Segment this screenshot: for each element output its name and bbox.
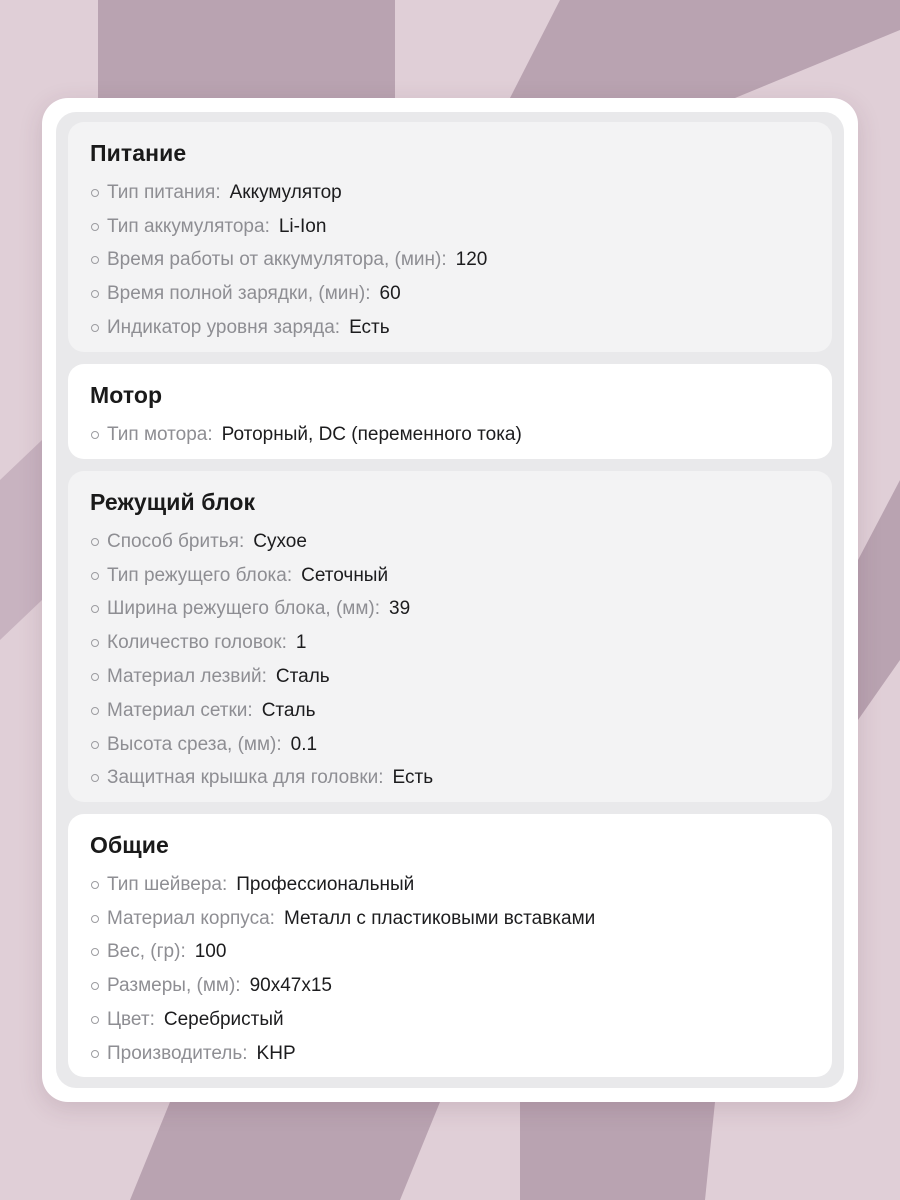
bullet-icon <box>91 290 99 298</box>
bullet-icon <box>91 1016 99 1024</box>
spec-value: Сеточный <box>301 564 389 586</box>
spec-label: Время работы от аккумулятора, (мин) <box>107 249 442 271</box>
spec-value: Металл с пластиковыми вставками <box>283 907 596 929</box>
bullet-icon <box>91 881 99 889</box>
bullet-icon <box>91 189 99 197</box>
bullet-icon <box>91 572 99 580</box>
spec-label: Высота среза, (мм) <box>107 733 277 755</box>
spec-row: Индикатор уровня заряда : Есть <box>90 311 810 345</box>
bullet-icon <box>91 431 99 439</box>
spec-row: Количество головок : 1 <box>90 626 810 660</box>
bullet-icon <box>91 741 99 749</box>
section-title: Общие <box>90 832 169 858</box>
spec-row: Тип шейвера : Профессиональный <box>90 868 810 902</box>
spec-label: Количество головок <box>107 632 282 654</box>
spec-label: Тип питания <box>107 181 216 203</box>
bullet-icon <box>91 256 99 264</box>
bullet-icon <box>91 538 99 546</box>
bottom-stripe-left <box>130 1102 440 1200</box>
section-title: Мотор <box>90 382 163 408</box>
bullet-icon <box>91 673 99 681</box>
bullet-icon <box>91 982 99 990</box>
spec-value: Есть <box>392 767 434 789</box>
spec-row: Производитель : KHP <box>90 1037 810 1071</box>
spec-row: Время полной зарядки, (мин) : 60 <box>90 277 810 311</box>
right-stripe <box>858 480 900 720</box>
spec-label: Индикатор уровня заряда <box>107 317 335 339</box>
spec-row: Вес, (гр) : 100 <box>90 936 810 970</box>
top-stripe-right <box>510 0 900 98</box>
spec-label: Тип режущего блока <box>107 564 287 586</box>
spec-value: Li-Ion <box>278 215 327 237</box>
spec-label: Материал корпуса <box>107 907 270 929</box>
spec-row: Цвет : Серебристый <box>90 1003 810 1037</box>
spec-value: Есть <box>349 317 390 339</box>
bullet-icon <box>91 605 99 613</box>
spec-row: Тип мотора : Роторный, DC (переменного тока) <box>90 418 810 452</box>
spec-value: 0.1 <box>290 733 318 755</box>
section-power <box>68 122 832 352</box>
spec-value: Роторный, DC (переменного тока) <box>221 423 522 445</box>
spec-row: Материал сетки : Сталь <box>90 694 810 728</box>
section-title: Питание <box>90 140 187 166</box>
spec-label: Ширина режущего блока, (мм) <box>107 598 375 620</box>
spec-row: Время работы от аккумулятора, (мин) : 120 <box>90 244 810 278</box>
spec-value: Профессиональный <box>236 873 415 895</box>
spec-row: Ширина режущего блока, (мм) : 39 <box>90 593 810 627</box>
spec-value: 100 <box>194 941 227 963</box>
spec-row: Тип питания : Аккумулятор <box>90 176 810 210</box>
spec-value: Серебристый <box>163 1009 284 1031</box>
spec-value: KHP <box>256 1042 296 1064</box>
spec-value: 60 <box>379 283 401 305</box>
spec-label: Тип аккумулятора <box>107 215 265 237</box>
spec-value: 120 <box>455 249 488 271</box>
bullet-icon <box>91 223 99 231</box>
bullet-icon <box>91 948 99 956</box>
spec-label: Размеры, (мм) <box>107 975 236 997</box>
spec-panel-inner <box>56 112 844 1088</box>
spec-label: Производитель <box>107 1042 243 1064</box>
spec-label: Тип мотора <box>107 423 208 445</box>
spec-label: Время полной зарядки, (мин) <box>107 283 366 305</box>
spec-value: Сталь <box>261 699 316 721</box>
spec-row: Материал лезвий : Сталь <box>90 660 810 694</box>
spec-value: Сталь <box>275 666 330 688</box>
bullet-icon <box>91 1050 99 1058</box>
left-stripe <box>0 440 42 640</box>
section-cutting-block <box>68 471 832 802</box>
section-general <box>68 814 832 1077</box>
spec-row: Тип аккумулятора : Li-Ion <box>90 210 810 244</box>
spec-row: Тип режущего блока : Сеточный <box>90 559 810 593</box>
spec-value: Аккумулятор <box>229 181 342 203</box>
spec-row: Защитная крышка для головки : Есть <box>90 762 810 796</box>
bullet-icon <box>91 324 99 332</box>
spec-row: Материал корпуса : Металл с пластиковыми вставками <box>90 902 810 936</box>
bullet-icon <box>91 915 99 923</box>
bullet-icon <box>91 639 99 647</box>
section-motor <box>68 364 832 459</box>
spec-label: Цвет <box>107 1009 150 1031</box>
spec-label: Защитная крышка для головки <box>107 767 379 789</box>
spec-panel <box>42 98 858 1102</box>
bottom-stripe-right <box>520 1102 715 1200</box>
spec-row: Высота среза, (мм) : 0.1 <box>90 728 810 762</box>
section-title: Режущий блок <box>90 489 256 515</box>
spec-value: 39 <box>389 598 411 620</box>
top-stripe-left <box>98 0 395 98</box>
spec-label: Материал лезвий <box>107 666 262 688</box>
spec-label: Тип шейвера <box>107 873 222 895</box>
bullet-icon <box>91 774 99 782</box>
spec-value: Сухое <box>253 530 307 552</box>
spec-row: Размеры, (мм) : 90x47x15 <box>90 969 810 1003</box>
spec-value: 1 <box>295 632 307 654</box>
spec-label: Вес, (гр) <box>107 941 181 963</box>
bullet-icon <box>91 707 99 715</box>
spec-row: Способ бритья : Сухое <box>90 525 810 559</box>
spec-label: Способ бритья <box>107 530 239 552</box>
spec-label: Материал сетки <box>107 699 248 721</box>
spec-value: 90x47x15 <box>249 975 332 997</box>
